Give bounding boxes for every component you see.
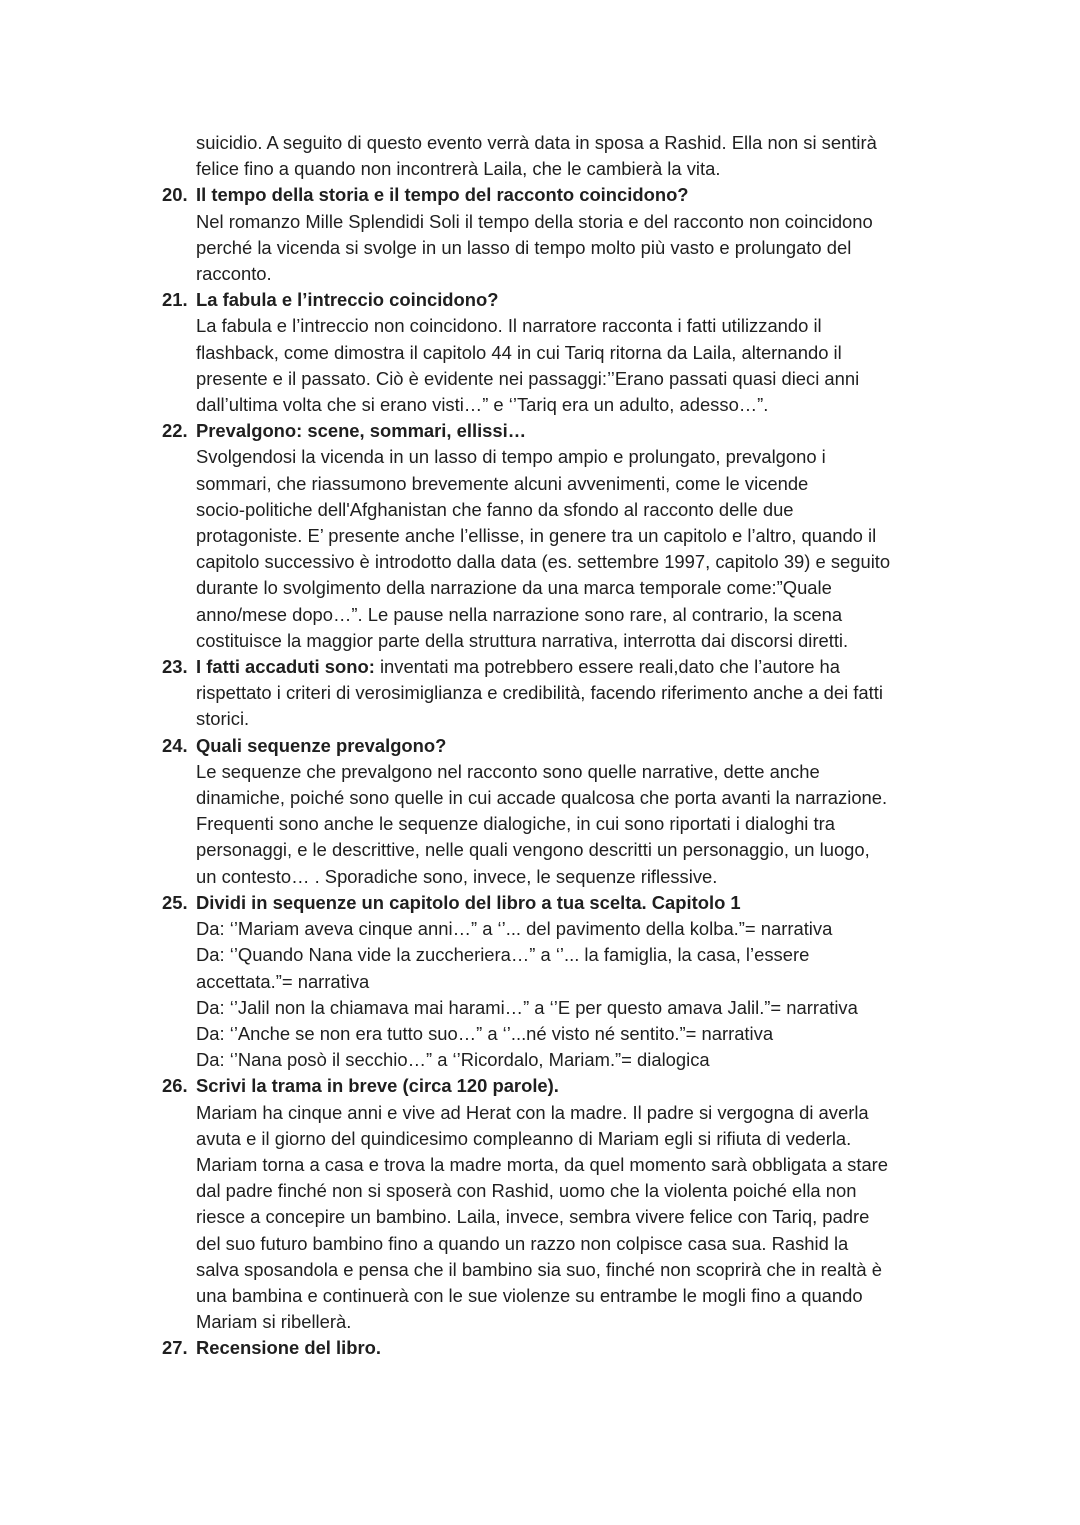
question-item — [162, 287, 962, 418]
document-content — [162, 130, 962, 1362]
question-number: 26. — [162, 1075, 188, 1097]
text-line: rispettato i criteri di verosimiglianza e credibilità, facendo riferimento anche a dei fatti — [196, 682, 883, 704]
text-line: Da: ‘’Nana posò il secchio…” a ‘’Ricordalo, Mariam.”= dialogica — [196, 1049, 710, 1071]
text-line: Svolgendosi la vicenda in un lasso di tempo ampio e prolungato, prevalgono i — [196, 446, 826, 468]
answer-text — [196, 1100, 962, 1336]
question-text: Scrivi la trama in breve (circa 120 parole). — [196, 1075, 559, 1097]
question-item — [162, 418, 962, 654]
answer-text — [196, 916, 962, 1073]
question-item — [162, 733, 962, 890]
question-text: Prevalgono: scene, sommari, ellissi… — [196, 420, 527, 442]
text-line: personaggi, e le descrittive, nelle quali vengono descritti un personaggio, un luogo, — [196, 839, 870, 861]
text-line: Nel romanzo Mille Splendidi Soli il tempo della storia e del racconto non coincidono — [196, 210, 873, 232]
question-number: 25. — [162, 891, 188, 913]
text-line: sommari, che riassumono brevemente alcuni avvenimenti, come le vicende — [196, 472, 809, 494]
question-number: 24. — [162, 734, 188, 756]
answer-text — [196, 444, 962, 654]
text-line: una bambina e continuerà con le sue violenze su entrambe le mogli fino a quando — [196, 1284, 863, 1306]
intro-paragraph — [196, 130, 962, 182]
text-line: accettata.”= narrativa — [196, 970, 370, 992]
text-line: protagoniste. E’ presente anche l’ellisse, in genere tra un capitolo e l’altro, quando il — [196, 525, 877, 547]
text-line: perché la vicenda si svolge in un lasso di tempo molto più vasto e prolungato del — [196, 236, 852, 258]
question-item — [162, 1073, 962, 1335]
question-number: 21. — [162, 289, 188, 311]
question-number: 23. — [162, 656, 188, 678]
answer-text — [196, 680, 962, 732]
text-line: Da: ‘’Quando Nana vide la zuccheriera…” a ‘’... la famiglia, la casa, l’essere — [196, 944, 810, 966]
text-line: Mariam ha cinque anni e vive ad Herat con la madre. Il padre si vergogna di averla — [196, 1101, 869, 1123]
text-line: racconto. — [196, 263, 272, 285]
text-line: del suo futuro bambino fino a quando un razzo non colpisce casa sua. Rashid la — [196, 1232, 849, 1254]
question-heading — [162, 182, 962, 208]
text-line: durante lo svolgimento della narrazione da una marca temporale come:”Quale — [196, 577, 832, 599]
text-line: Mariam torna a casa e trova la madre morta, da quel momento sarà obbligata a stare — [196, 1153, 889, 1175]
question-text: Recensione del libro. — [196, 1337, 381, 1359]
question-heading — [162, 1335, 962, 1361]
question-text: Il tempo della storia e il tempo del racconto coincidono? — [196, 184, 689, 206]
answer-text — [196, 759, 962, 890]
text-line: Da: ‘’Jalil non la chiamava mai harami…” a ‘’E per questo amava Jalil.”= narrativa — [196, 996, 858, 1018]
answer-inline-text: inventati ma potrebbero essere reali,dato che l’autore ha — [374, 656, 840, 678]
question-item — [162, 1335, 962, 1361]
question-number: 20. — [162, 184, 188, 206]
answer-text — [196, 209, 962, 288]
question-text: Dividi in sequenze un capitolo del libro a tua scelta. Capitolo 1 — [196, 891, 741, 913]
text-line: La fabula e l’intreccio non coincidono. Il narratore racconta i fatti utilizzando il — [196, 315, 822, 337]
question-item — [162, 890, 962, 1073]
text-line: Da: ‘’Anche se non era tutto suo…” a ‘’...né visto né sentito.”= narrativa — [196, 1022, 774, 1044]
text-line: dal padre finché non si sposerà con Rashid, uomo che la violenta poiché ella non — [196, 1180, 857, 1202]
text-line: storici. — [196, 708, 250, 730]
text-line: capitolo successivo è introdotto dalla data (es. settembre 1997, capitolo 39) e seguito — [196, 551, 891, 573]
question-list — [162, 182, 962, 1361]
question-heading — [162, 287, 962, 313]
question-heading — [162, 654, 962, 680]
question-number: 27. — [162, 1337, 188, 1359]
question-text: Quali sequenze prevalgono? — [196, 734, 447, 756]
text-line: Frequenti sono anche le sequenze dialogiche, in cui sono riportati i dialoghi tra — [196, 813, 835, 835]
text-line: socio-politiche dell'Afghanistan che fanno da sfondo al racconto delle due — [196, 498, 794, 520]
question-heading — [162, 418, 962, 444]
question-item — [162, 182, 962, 287]
text-line: flashback, come dimostra il capitolo 44 in cui Tariq ritorna da Laila, alternando il — [196, 341, 842, 363]
question-heading — [162, 890, 962, 916]
question-number: 22. — [162, 420, 188, 442]
answer-text — [196, 313, 962, 418]
text-line: riesce a concepire un bambino. Laila, invece, sembra vivere felice con Tariq, padre — [196, 1206, 870, 1228]
text-line: dinamiche, poiché sono quelle in cui accade qualcosa che porta avanti la narrazione. — [196, 787, 888, 809]
text-line: costituisce la maggior parte della struttura narrativa, interrotta dai discorsi diretti. — [196, 629, 849, 651]
question-heading — [162, 1073, 962, 1099]
text-line: Le sequenze che prevalgono nel racconto sono quelle narrative, dette anche — [196, 760, 820, 782]
text-line: Da: ‘’Mariam aveva cinque anni…” a ‘’... del pavimento della kolba.”= narrativa — [196, 918, 833, 940]
text-line: avuta e il giorno del quindicesimo compleanno di Mariam egli si rifiuta di vederla. — [196, 1127, 852, 1149]
text-line: suicidio. A seguito di questo evento verrà data in sposa a Rashid. Ella non si sentirà — [196, 132, 877, 153]
text-line: anno/mese dopo…”. Le pause nella narrazione sono rare, al contrario, la scena — [196, 603, 843, 625]
question-heading — [162, 733, 962, 759]
text-line: un contesto… . Sporadiche sono, invece, le sequenze riflessive. — [196, 865, 718, 887]
question-text: I fatti accaduti sono: — [196, 656, 375, 678]
text-line: felice fino a quando non incontrerà Laila, che le cambierà la vita. — [196, 158, 721, 180]
text-line: Mariam si ribellerà. — [196, 1311, 352, 1333]
question-text: La fabula e l’intreccio coincidono? — [196, 289, 499, 311]
question-item — [162, 654, 962, 733]
text-line: salva sposandola e pensa che il bambino sia suo, finché non scoprirà che in realtà è — [196, 1258, 882, 1280]
text-line: dall’ultima volta che si erano visti…” e ‘’Tariq era un adulto, adesso…”. — [196, 394, 769, 416]
text-line: presente e il passato. Ciò è evidente nei passaggi:’’Erano passati quasi dieci anni — [196, 367, 860, 389]
